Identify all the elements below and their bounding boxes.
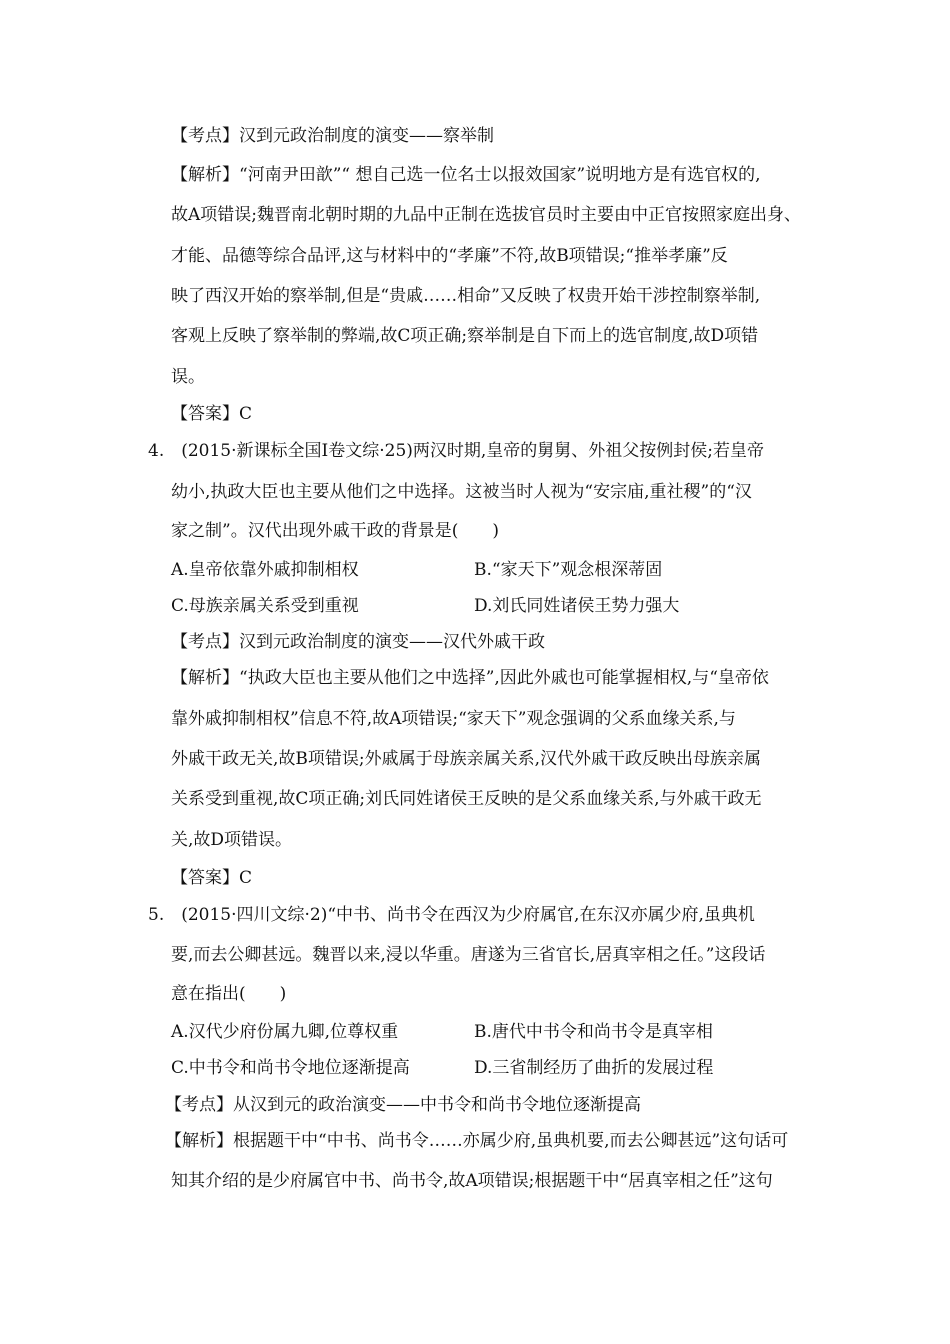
q5-option-b: B.唐代中书令和尚书令是真宰相: [474, 1022, 713, 1042]
q4-option-c: C.母族亲属关系受到重视: [171, 596, 359, 616]
answer-tag: 【答案】: [171, 404, 239, 424]
q5-option-a: A.汉代少府份属九卿,位尊权重: [171, 1022, 399, 1042]
q4-jiexi-line-2: 外戚干政无关,故B项错误;外戚属于母族亲属关系,汉代外戚干政反映出母族亲属: [171, 749, 762, 769]
jiexi-tag: 【解析】: [171, 668, 239, 688]
q3-jiexi-line-1: 故A项错误;魏晋南北朝时期的九品中正制在选拔官员时主要由中正官按照家庭出身、: [171, 205, 802, 225]
q4-option-a: A.皇帝依靠外戚抑制相权: [171, 560, 359, 580]
q4-stem-line-0: 4. (2015·新课标全国Ⅰ卷文综·25)两汉时期,皇帝的舅舅、外祖父按例封侯;若皇帝: [148, 441, 765, 461]
q3-jiexi-line-2: 才能、品德等综合品评,这与材料中的“孝廉”不符,故B项错误;“推举孝廉”反: [171, 246, 728, 266]
q4-option-b: B.“家天下”观念根深蒂固: [474, 560, 663, 580]
q4-kaodian: [171, 631, 545, 653]
q5-stem-line-2: 意在指出( ): [171, 984, 287, 1004]
jiexi-text: 根据题干中“中书、尚书令……亦属少府,虽典机要,而去公卿甚远”这句话可: [233, 1131, 789, 1151]
q5-option-d: D.三省制经历了曲折的发展过程: [474, 1058, 714, 1078]
jiexi-text: “执政大臣也主要从他们之中选择”,因此外戚也可能掌握相权,与“皇帝依: [239, 668, 769, 688]
jiexi-text: “河南尹田歆”“ 想自己选一位名士以报效国家”说明地方是有选官权的,: [239, 165, 761, 185]
q5-option-c: C.中书令和尚书令地位逐渐提高: [171, 1058, 410, 1078]
q3-jiexi-line-5: 误。: [171, 367, 205, 387]
kaodian-tag: 【考点】: [171, 632, 239, 652]
kaodian-text: 从汉到元的政治演变——中书令和尚书令地位逐渐提高: [233, 1095, 641, 1115]
q5-stem-line-1: 要,而去公卿甚远。魏晋以来,浸以华重。唐遂为三省官长,居真宰相之任。”这段话: [171, 945, 766, 965]
jiexi-tag: 【解析】: [171, 165, 239, 185]
q4-option-d: D.刘氏同姓诸侯王势力强大: [474, 596, 680, 616]
answer-value: C: [239, 868, 253, 888]
kaodian-text: 汉到元政治制度的演变——察举制: [239, 126, 494, 146]
q4-stem-line-2: 家之制”。汉代出现外戚干政的背景是( ): [171, 521, 499, 541]
q5-kaodian: [165, 1094, 641, 1116]
q4-jiexi-line-1: 靠外戚抑制相权”信息不符,故A项错误;“家天下”观念强调的父系血缘关系,与: [171, 709, 736, 729]
q3-jiexi-line-0: [171, 164, 761, 186]
answer-tag: 【答案】: [171, 868, 239, 888]
q4-stem-line-1: 幼小,执政大臣也主要从他们之中选择。这被当时人视为“安宗庙,重社稷”的“汉: [171, 482, 752, 502]
q5-stem-line-0: 5. (2015·四川文综·2)“中书、尚书令在西汉为少府属官,在东汉亦属少府,虽典机: [148, 905, 755, 925]
kaodian-text: 汉到元政治制度的演变——汉代外戚干政: [239, 632, 545, 652]
answer-value: C: [239, 404, 253, 424]
jiexi-tag: 【解析】: [165, 1131, 233, 1151]
q3-kaodian: [171, 125, 494, 147]
q4-jiexi-line-3: 关系受到重视,故C项正确;刘氏同姓诸侯王反映的是父系血缘关系,与外戚干政无: [171, 789, 762, 809]
q4-answer: [171, 867, 252, 889]
q3-answer: [171, 403, 252, 425]
kaodian-tag: 【考点】: [171, 126, 239, 146]
q5-jiexi-line-1: 知其介绍的是少府属官中书、尚书令,故A项错误;根据题干中“居真宰相之任”这句: [171, 1171, 773, 1191]
q4-jiexi-line-0: [171, 667, 769, 689]
q4-jiexi-line-4: 关,故D项错误。: [171, 830, 293, 850]
kaodian-tag: 【考点】: [165, 1095, 233, 1115]
q3-jiexi-line-4: 客观上反映了察举制的弊端,故C项正确;察举制是自下而上的选官制度,故D项错: [171, 326, 759, 346]
q3-jiexi-line-3: 映了西汉开始的察举制,但是“贵戚……相命”又反映了权贵开始干涉控制察举制,: [171, 286, 761, 306]
q5-jiexi-line-0: [165, 1130, 788, 1152]
